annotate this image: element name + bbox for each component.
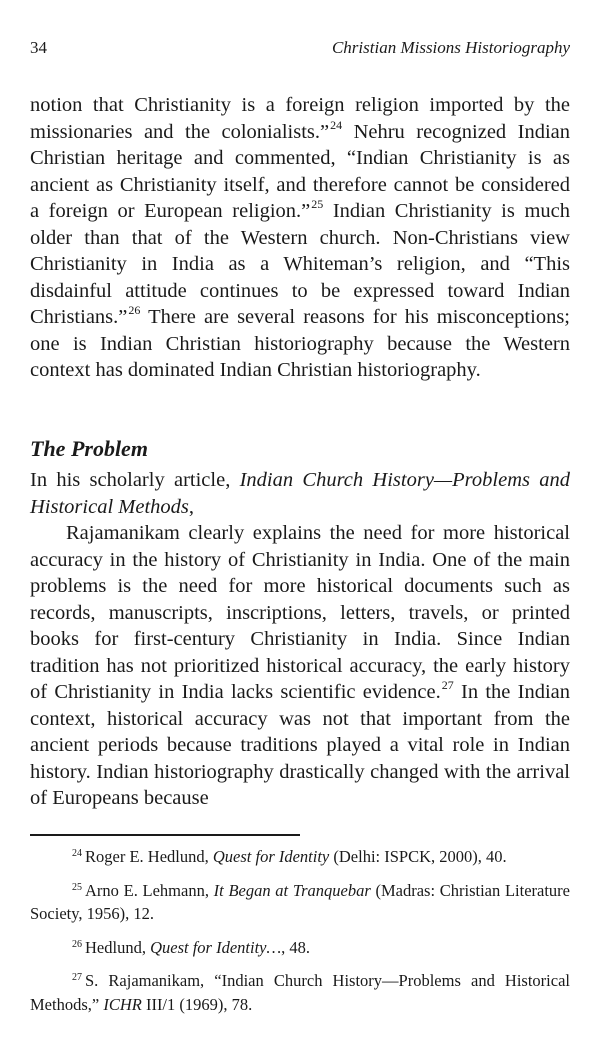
intro-line (30, 467, 570, 520)
footnote-number: 25 (72, 881, 82, 893)
article-title: Indian Church History—Problems and Historical Methods (30, 469, 571, 518)
footnote-text: , 48. (281, 937, 311, 957)
paragraph (30, 92, 570, 384)
page-number: 34 (30, 38, 47, 57)
footnote-text: Hedlund, (85, 937, 151, 957)
footnote-text: III/1 (1969), 78. (141, 994, 253, 1014)
footnote-ref-26[interactable]: 26 (128, 303, 141, 317)
intro-trail: , (188, 495, 194, 518)
footnote-ref-24[interactable]: 24 (330, 117, 343, 132)
sentence: In the Indian context, historical accuracy was not that important from the ancient periods because traditions played a vital role in Indian history. Indian historiography drastically changed with the arrival of Europeans because (30, 681, 571, 809)
footnote-text: (Madras: Christian Literature Society, 1956), 12. (30, 880, 570, 923)
footnote-ref-27[interactable]: 27 (441, 678, 454, 692)
footnote-27 (30, 969, 570, 1016)
running-head (30, 38, 570, 64)
footnote-text: Arno E. Lehmann, (85, 880, 214, 900)
footnote-26 (30, 936, 570, 960)
sentence: Indian Christianity is much older than that of the Western church. Non-Christians view Christianity in India as a Whiteman’s religion, and “This disdainful attitude continues to be expressed toward Indian Christians.” (30, 200, 570, 328)
footnote-number: 27 (72, 972, 82, 983)
sentence: There are several reasons for his misconceptions; one is Indian Christian historiography because the Western context has dominated Indian Christian historiography. (30, 306, 570, 381)
footnote-text: (Delhi: ISPCK, 2000), 40. (329, 847, 507, 866)
footnote-title: Quest for Identity (212, 847, 330, 866)
footnote-ref-25[interactable]: 25 (311, 197, 324, 211)
footnote-24 (30, 845, 570, 869)
sentence: Nehru recognized Indian Christian heritage and commented, “Indian Christianity is as ancient as Christianity itself, and therefore cannot be considered a foreign or European religion.” (30, 120, 570, 222)
footnote-text: Roger E. Hedlund, (85, 847, 213, 866)
footnote-title: Quest for Identity… (150, 937, 282, 957)
footnote-title: It Began at Tranquebar (213, 880, 371, 900)
footnote-number: 24 (72, 848, 82, 859)
sentence: notion that Christianity is a foreign religion imported by the missionaries and the colonialists.” (30, 94, 570, 143)
intro-lead: In his scholarly article, (30, 469, 240, 491)
footnote-title: ICHR (103, 994, 142, 1014)
paragraph (30, 520, 570, 812)
running-title: Christian Missions Historiography (331, 38, 570, 57)
section-heading: The Problem (30, 436, 148, 461)
body-paragraph-2 (30, 467, 570, 812)
footnote-text: S. Rajamanikam, “Indian Church History—Problems and Historical Methods,” (30, 971, 570, 1014)
sentence: Rajamanikam clearly explains the need for more historical accuracy in the history of Christianity in India. One of the main problems is the need for more historical documents such as records, manuscripts, inscriptions, letters, travels, or printed books for first-century Christianity in India. Since Indian tradition has not prioritized historical accuracy, the early history of Christianity in India lacks scientific evidence. (30, 522, 570, 703)
footnote-25 (30, 879, 570, 926)
body-paragraph-1 (30, 92, 570, 384)
footnote-divider (30, 834, 300, 836)
footnote-number: 26 (72, 938, 82, 950)
footnotes (30, 845, 570, 1026)
